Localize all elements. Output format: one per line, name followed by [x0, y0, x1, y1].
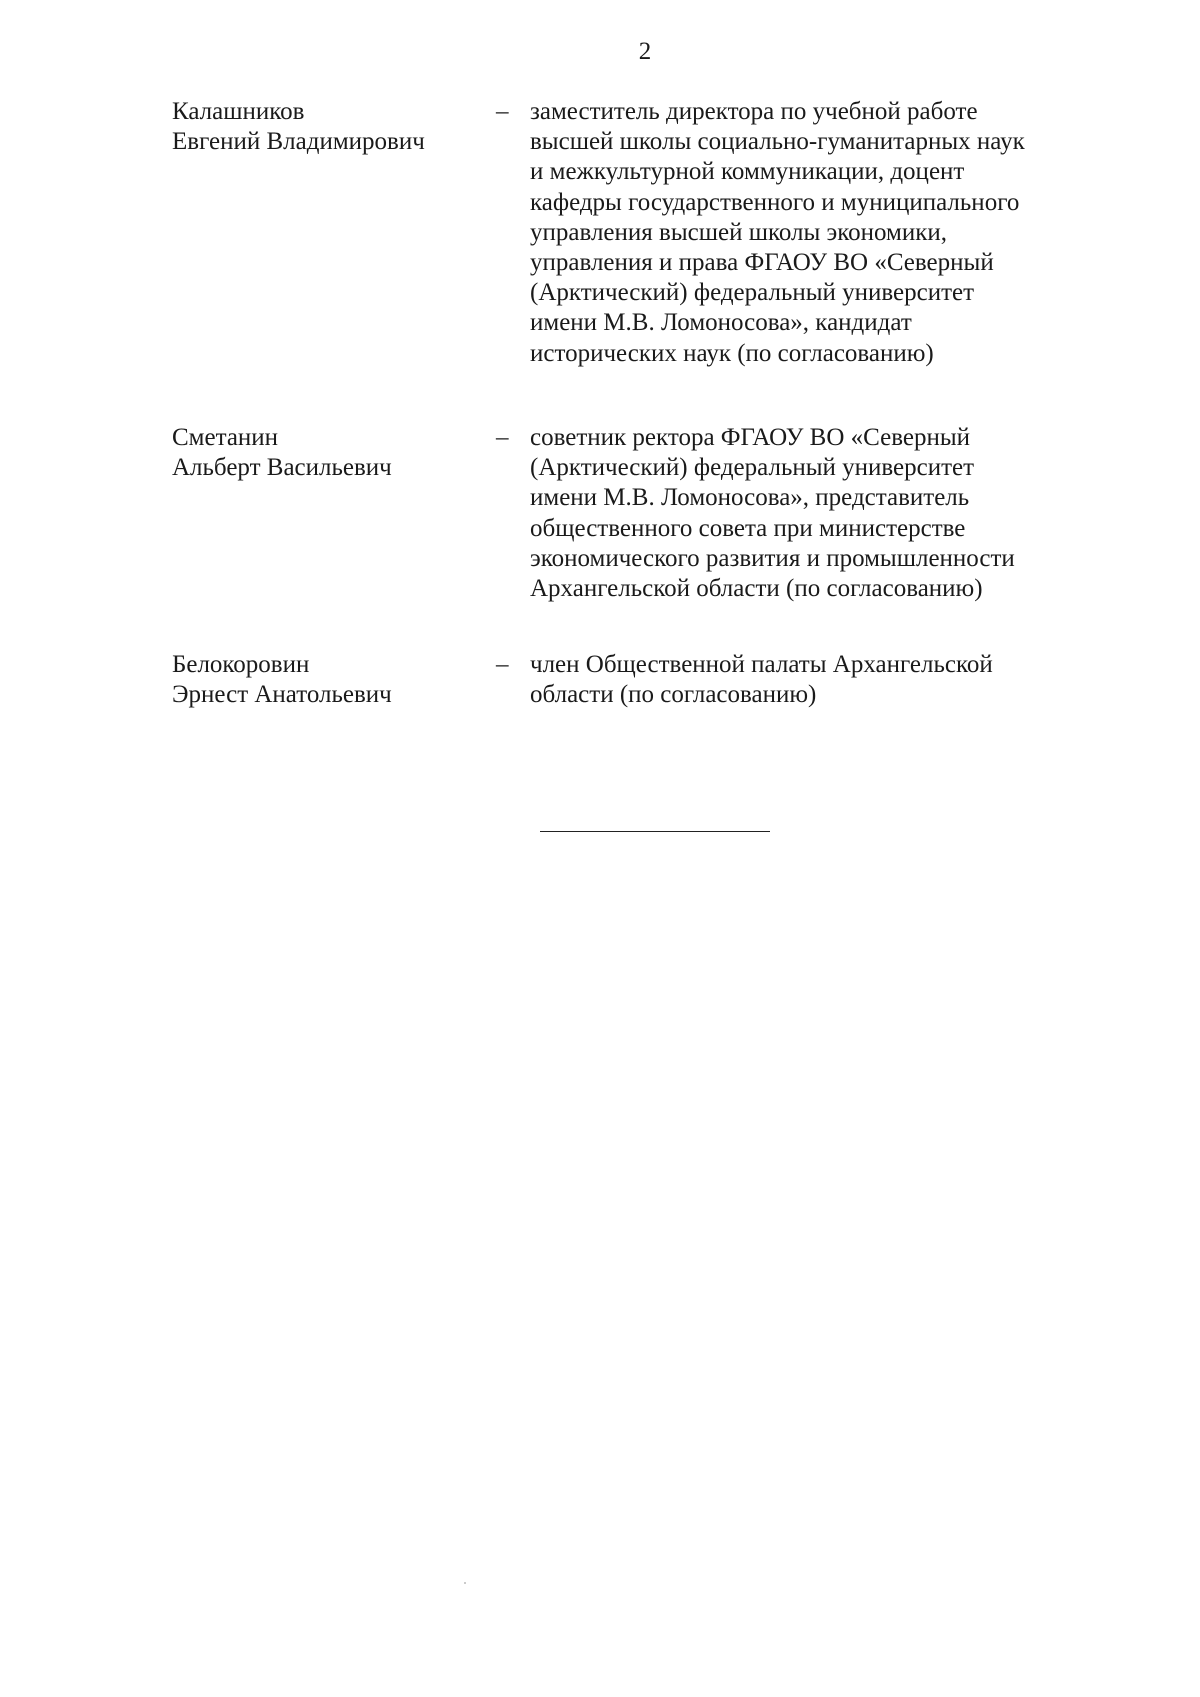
role-line: (Арктический) федеральный университет [530, 454, 975, 482]
member-name [172, 650, 492, 710]
role-line: управления и права ФГАОУ ВО «Северный [530, 249, 994, 277]
member-surname: Белокоровин [172, 651, 310, 678]
role-line: общественного совета при министерстве [530, 514, 966, 542]
member-name [172, 423, 492, 483]
member-role [530, 423, 1120, 604]
closing-rule [540, 831, 770, 832]
role-line: советник ректора ФГАОУ ВО «Северный [530, 424, 971, 451]
role-line: исторических наук (по согласованию) [530, 339, 934, 367]
role-line: управления высшей школы экономики, [530, 218, 948, 246]
dash-separator: – [496, 98, 509, 125]
member-given-names: Альберт Васильевич [172, 454, 392, 482]
member-name [172, 97, 492, 157]
dash-separator: – [496, 651, 509, 678]
role-line: заместитель директора по учебной работе [530, 98, 978, 125]
role-line: высшей школы социально-гуманитарных наук [530, 128, 1025, 156]
role-line: и межкультурной коммуникации, доцент [530, 158, 965, 186]
role-line: (Арктический) федеральный университет [530, 279, 975, 307]
role-line: член Общественной палаты Архангельской [530, 651, 993, 678]
role-line: Архангельской области (по согласованию) [530, 575, 983, 603]
member-given-names: Эрнест Анатольевич [172, 681, 392, 709]
member-surname: Сметанин [172, 424, 279, 451]
scan-speck [464, 1582, 466, 1584]
dash-separator: – [496, 424, 509, 451]
member-role [530, 97, 1120, 369]
member-given-names: Евгений Владимирович [172, 128, 425, 156]
member-surname: Калашников [172, 98, 305, 125]
page-number: 2 [638, 38, 652, 65]
role-line: кафедры государственного и муниципального [530, 188, 1020, 216]
role-line: имени М.В. Ломоносова», представитель [530, 484, 970, 512]
role-line: имени М.В. Ломоносова», кандидат [530, 309, 912, 337]
member-role [530, 650, 1120, 710]
role-line: экономического развития и промышленности [530, 544, 1015, 572]
role-line: области (по согласованию) [530, 681, 817, 709]
